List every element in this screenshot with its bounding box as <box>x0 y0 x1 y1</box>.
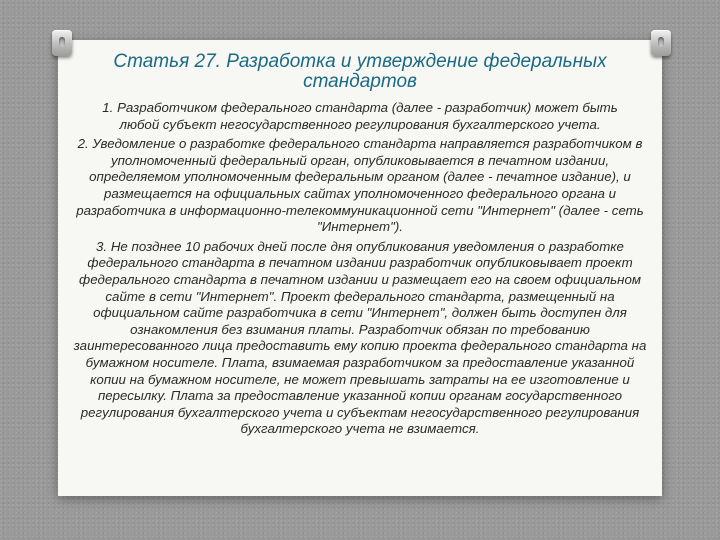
pushpin-icon <box>651 30 671 56</box>
paragraph-1: 1. Разработчиком федерального стандарта (далее - разработчик) может быть любой субъект негосударственного регулирования бухгалтерского учета. <box>102 100 618 132</box>
paragraph-2: 2. Уведомление о разработке федерального стандарта направляется разработчиком в уполномоченный федеральный орган, опубликовывается в печатном издании, определяемом уполномоченным федеральным органом (далее - печатное издание), и размещается на официальных сайтах уполномоченного федерального органа и разработчика в информационно-телекоммуникационной сети "Интернет" (далее - сеть "Интернет"). <box>76 136 644 235</box>
paragraph-3: 3. Не позднее 10 рабочих дней после дня опубликования уведомления о разработке федерального стандарта в печатном издании разработчик опубликовывает проект федерального стандарта в печатном издании и размещает его на своем официальном сайте в сети "Интернет". Проект федерального стандарта, размещенный на официальном сайте разработчика в сети "Интернет", должен быть доступен для ознакомления без взимания платы. Разработчик обязан по требованию заинтересованного лица предоставить ему копию проекта федерального стандарта на бумажном носителе. Плата, взимаемая разработчиком за предоставление указанной копии на бумажном носителе, не может превышать затраты на ее изготовление и пересылку. Плата за предоставление указанной копии органам государственного регулирования бухгалтерского учета и субъектам негосударственного регулирования бухгалтерского учета не взимается. <box>73 238 647 437</box>
slide-title: Статья 27. Разработка и утверждение федеральных стандартов <box>113 51 607 92</box>
slide-content <box>66 52 654 534</box>
